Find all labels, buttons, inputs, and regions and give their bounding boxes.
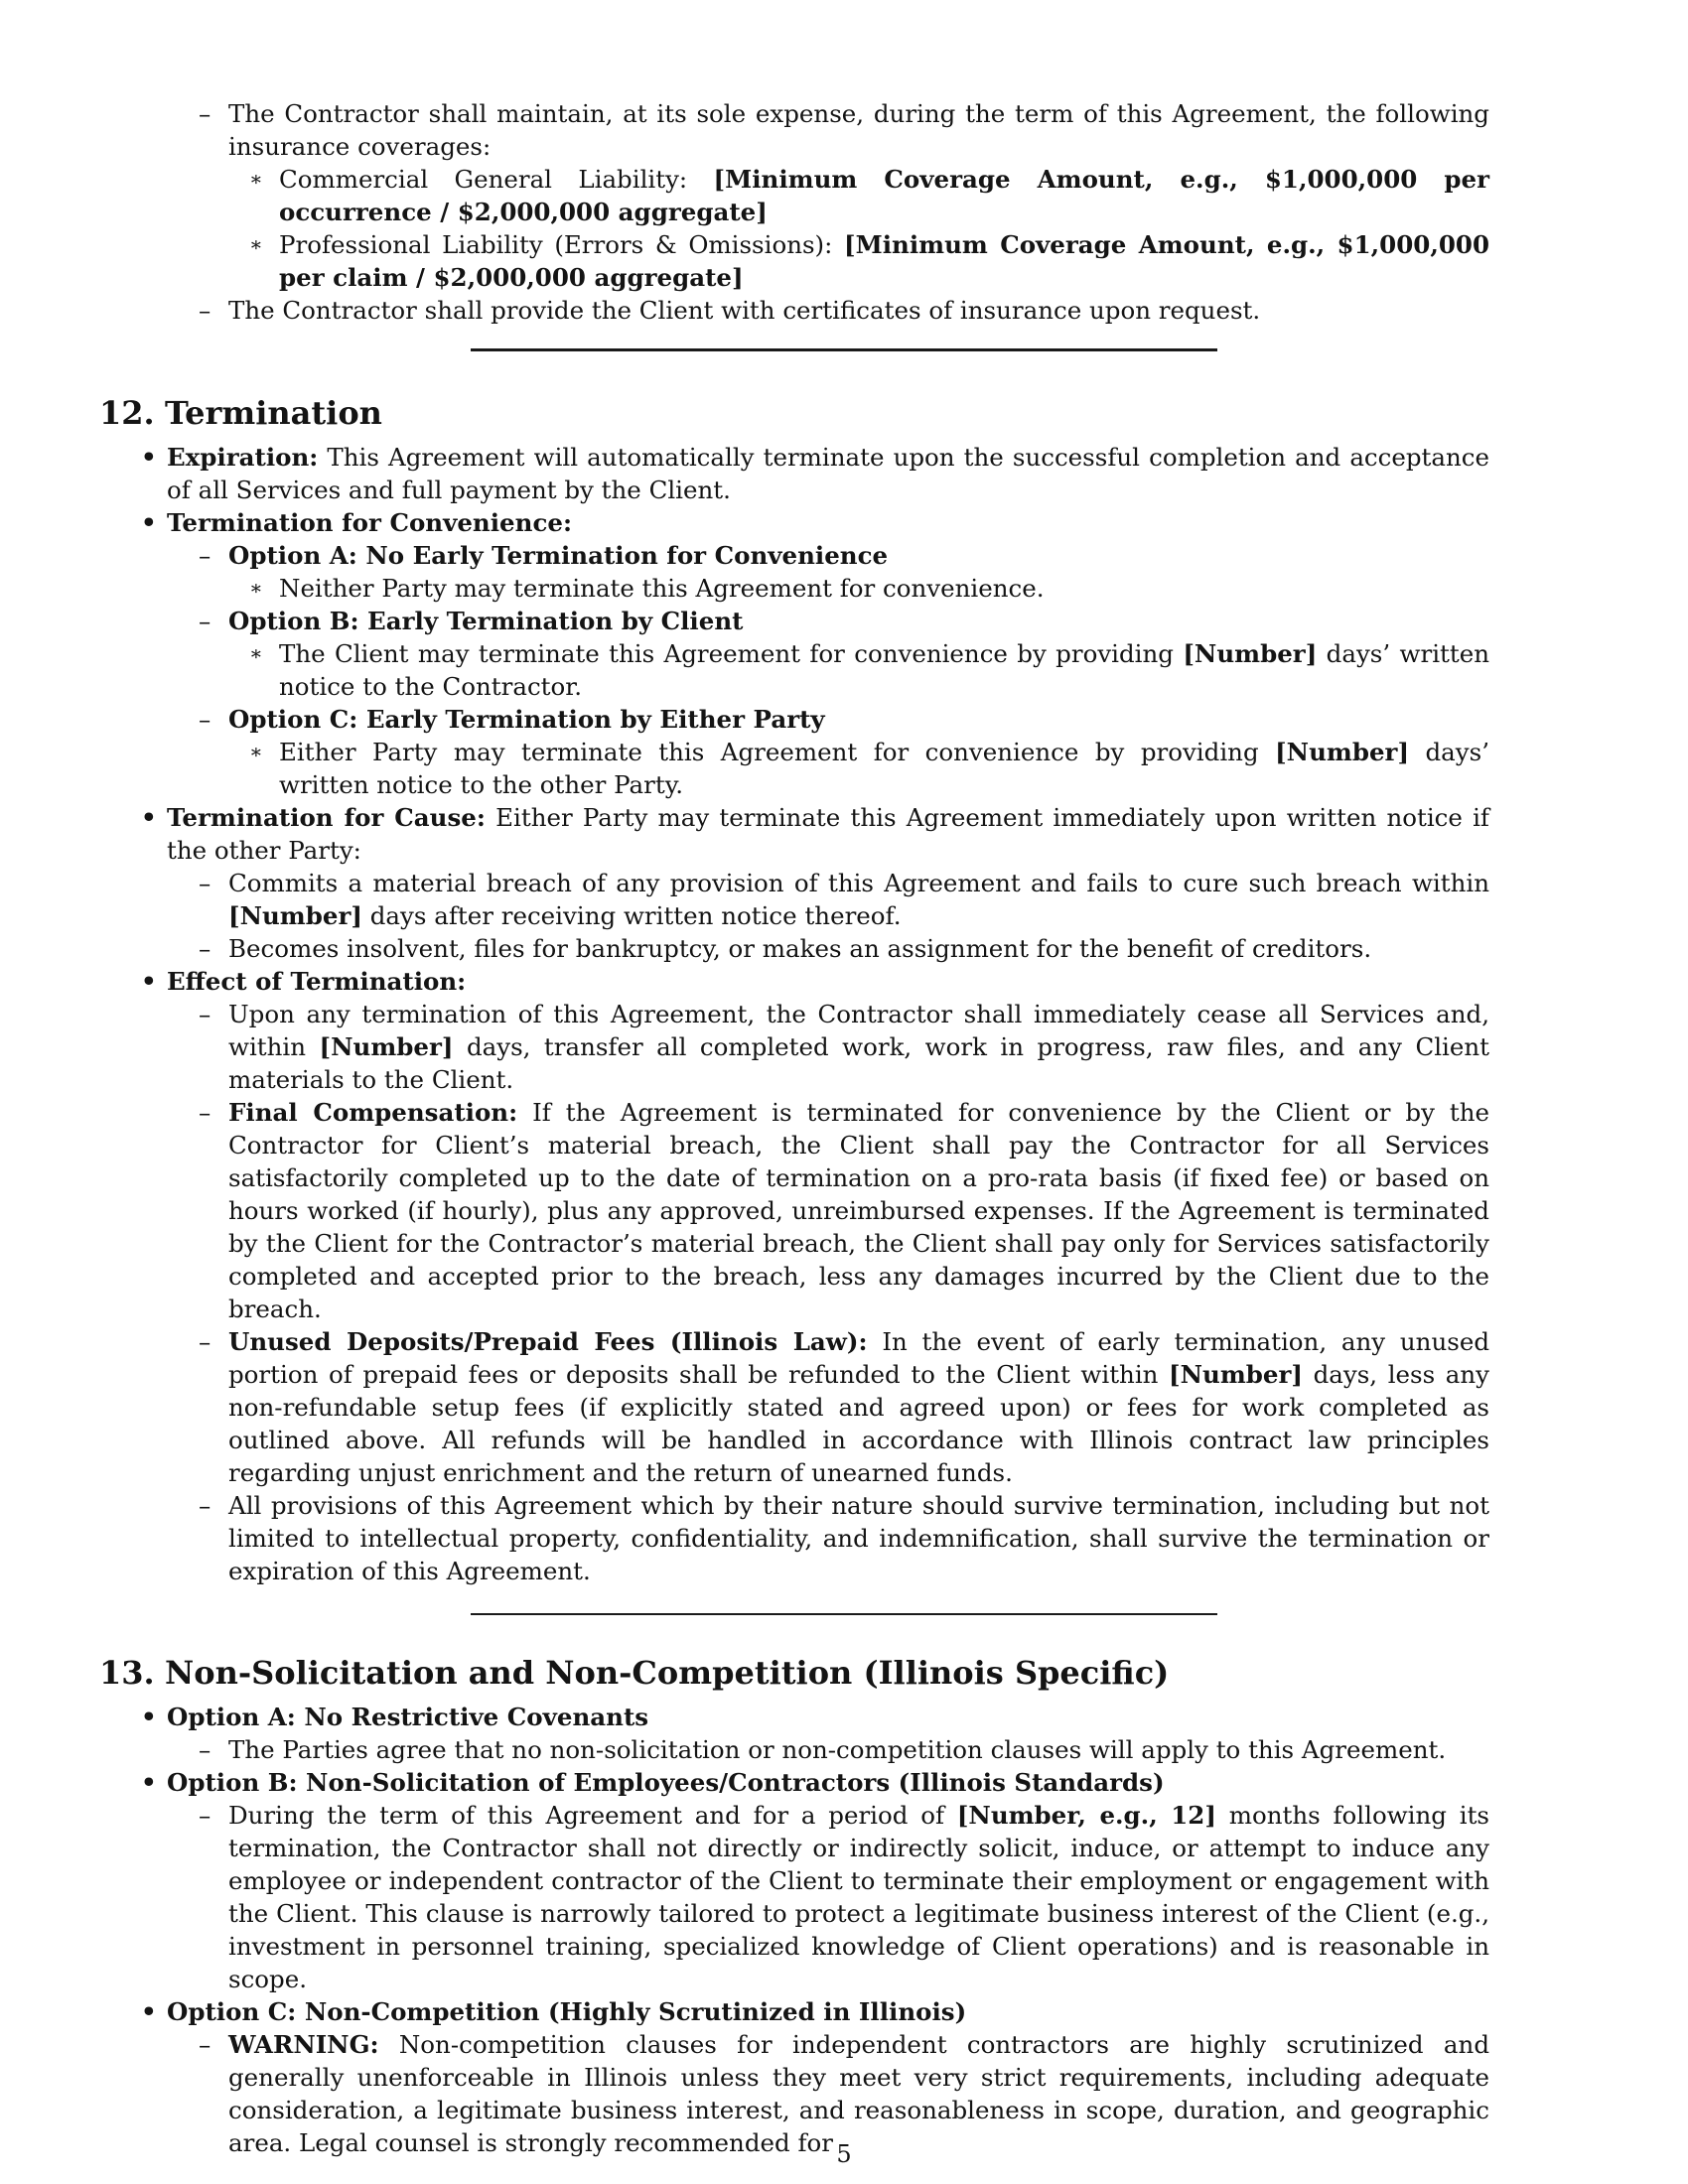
bullet-marker: •	[141, 443, 157, 472]
insurance-maintain-item	[199, 97, 1589, 163]
section-13-heading	[99, 1653, 1589, 1693]
convenience-option-a-text-item	[249, 572, 1589, 605]
dash-marker: –	[199, 869, 211, 897]
noncompete-option-a-text: The Parties agree that no non-solicitation or non-competition clauses will apply to this Agreement.	[228, 1735, 1447, 1764]
page-number: 5	[836, 2140, 852, 2168]
warning-text: Non-competition clauses for independent contractors are highly scrutinized and generally unenforceable in Illinois unless they meet very strict requirements, including adequate consideration, a legitimate business interest, and reasonableness in scope, duration, and geographic area. Legal counsel is strongly recommended for	[228, 2030, 1489, 2157]
bullet-marker: •	[141, 1703, 157, 1731]
survival-text: All provisions of this Agreement which by their nature should survive termination, including but not limited to intellectual property, confidentiality, and indemnification, shall survive the termination or expiration of this Agreement.	[228, 1491, 1489, 1585]
cause-breach-text: Commits a material breach of any provision of this Agreement and fails to cure such breach within	[228, 869, 1489, 897]
placeholder-number: [Number]	[228, 901, 362, 930]
convenience-option-c	[199, 703, 1589, 736]
placeholder-number: [Number]	[1169, 1360, 1303, 1389]
dash-marker: –	[199, 1098, 211, 1127]
dash-marker: –	[199, 1000, 211, 1028]
effect-label: Effect of Termination:	[167, 967, 467, 996]
effect-cease-text: Upon any termination of this Agreement, the Contractor shall immediately cease all Services and, within	[228, 1000, 1489, 1061]
convenience-option-b-text-item	[249, 637, 1589, 703]
cgl-amount: [Minimum Coverage Amount, e.g., $1,000,000 per occurrence / $2,000,000 aggregate]	[279, 165, 1489, 226]
bullet-marker: •	[141, 967, 157, 996]
effect-item	[141, 965, 1589, 998]
dash-marker: –	[199, 1801, 211, 1830]
asterisk-marker: ∗	[249, 232, 263, 256]
unused-deposits-text: In the event of early termination, any unused portion of prepaid fees or deposits shall be refunded to the Client within	[228, 1327, 1489, 1389]
cgl-label: Commercial General Liability:	[279, 165, 714, 194]
convenience-option-a-text: Neither Party may terminate this Agreement for convenience.	[279, 574, 1045, 603]
convenience-option-b-title: Option B: Early Termination by Client	[228, 607, 744, 635]
cause-label: Termination for Cause:	[167, 803, 486, 832]
dash-marker: –	[199, 296, 211, 325]
bullet-marker: •	[141, 1768, 157, 1797]
convenience-item	[141, 506, 1589, 539]
asterisk-marker: ∗	[249, 641, 263, 665]
cause-item	[141, 801, 1589, 867]
asterisk-marker: ∗	[249, 576, 263, 600]
insurance-certificates-text: The Contractor shall provide the Client with certificates of insurance upon request.	[228, 296, 1261, 325]
noncompete-option-a	[141, 1701, 1589, 1733]
cause-text: Either Party may terminate this Agreement immediately upon written notice if the other Party:	[167, 803, 1489, 865]
effect-subitem-unused-deposits	[199, 1325, 1589, 1489]
unused-deposits-text-end: days, less any non-refundable setup fees (if explicitly stated and agreed upon) or fees for work completed as outlined above. All refunds will be handled in accordance with Illinois contract law principles regarding unjust enrichment and the return of unearned funds.	[228, 1360, 1489, 1487]
insurance-maintain-text: The Contractor shall maintain, at its sole expense, during the term of this Agreement, the following insurance coverages:	[228, 99, 1489, 161]
section-13-title: Non-Solicitation and Non-Competition (Illinois Specific)	[165, 1654, 1170, 1692]
cause-subitem-breach	[199, 867, 1589, 932]
section-divider	[471, 348, 1217, 351]
expiration-item	[141, 441, 1589, 506]
dash-marker: –	[199, 934, 211, 963]
convenience-option-a-title: Option A: No Early Termination for Convenience	[228, 541, 889, 570]
noncompete-option-b	[141, 1766, 1589, 1799]
dash-marker: –	[199, 2030, 211, 2059]
bullet-marker: •	[141, 1997, 157, 2026]
warning-label: WARNING:	[228, 2030, 379, 2059]
final-compensation-text: If the Agreement is terminated for convenience by the Client or by the Contractor for Client’s material breach, the Client shall pay the Contractor for all Services satisfactorily completed up to the date of termination on a pro-rata basis (if fixed fee) or based on hours worked (if hourly), plus any approved, unreimbursed expenses. If the Agreement is terminated by the Client for the Contractor’s material breach, the Client shall pay only for Services satisfactorily completed and accepted prior to the breach, less any damages incurred by the Client due to the breach.	[228, 1098, 1489, 1323]
insurance-certificates-item	[199, 294, 1589, 327]
document-content	[99, 97, 1589, 2159]
effect-subitem-final-compensation	[199, 1096, 1589, 1325]
noncompete-option-a-title: Option A: No Restrictive Covenants	[167, 1703, 649, 1731]
section-divider	[471, 1613, 1217, 1615]
noncompete-option-b-title: Option B: Non-Solicitation of Employees/Contractors (Illinois Standards)	[167, 1768, 1165, 1797]
dash-marker: –	[199, 1327, 211, 1356]
section-12-number: 12.	[99, 394, 155, 432]
dash-marker: –	[199, 1735, 211, 1764]
cause-insolvent-text: Becomes insolvent, files for bankruptcy, or makes an assignment for the benefit of creditors.	[228, 934, 1372, 963]
noncompete-option-c-title: Option C: Non-Competition (Highly Scrutinized in Illinois)	[167, 1997, 967, 2026]
bullet-marker: •	[141, 803, 157, 832]
dash-marker: –	[199, 1491, 211, 1520]
document-page	[99, 97, 1589, 2159]
placeholder-number: [Number]	[319, 1032, 454, 1061]
convenience-option-c-title: Option C: Early Termination by Either Party	[228, 705, 825, 734]
noncompete-option-c	[141, 1995, 1589, 2028]
convenience-label: Termination for Convenience:	[167, 508, 573, 537]
convenience-option-b	[199, 605, 1589, 637]
convenience-option-b-text-end: days’ written notice to the Contractor.	[279, 639, 1489, 701]
final-compensation-label: Final Compensation:	[228, 1098, 518, 1127]
placeholder-number: [Number, e.g., 12]	[956, 1801, 1216, 1830]
dash-marker: –	[199, 607, 211, 635]
dash-marker: –	[199, 705, 211, 734]
convenience-option-b-text: The Client may terminate this Agreement for convenience by providing	[279, 639, 1184, 668]
insurance-pl-item	[249, 228, 1589, 294]
placeholder-number: [Number]	[1183, 639, 1318, 668]
dash-marker: –	[199, 541, 211, 570]
section-12-body	[99, 441, 1589, 1587]
cause-subitem-insolvent	[199, 932, 1589, 965]
pl-label: Professional Liability (Errors & Omissions):	[279, 230, 845, 259]
section-12-heading	[99, 393, 1589, 433]
noncompete-option-a-text-item	[199, 1733, 1589, 1766]
section-12-title: Termination	[165, 394, 382, 432]
effect-cease-text-end: days, transfer all completed work, work in progress, raw files, and any Client materials to the Client.	[228, 1032, 1490, 1094]
convenience-option-a	[199, 539, 1589, 572]
convenience-option-c-text-end: days’ written notice to the other Party.	[279, 738, 1489, 799]
expiration-label: Expiration:	[167, 443, 319, 472]
section-13-body	[99, 1701, 1589, 2159]
section-13-number: 13.	[99, 1654, 155, 1692]
unused-deposits-label: Unused Deposits/Prepaid Fees (Illinois Law):	[228, 1327, 868, 1356]
dash-marker: –	[199, 99, 211, 128]
effect-subitem-cease	[199, 998, 1589, 1096]
convenience-option-c-text-item	[249, 736, 1589, 801]
noncompete-option-b-text-end: months following its termination, the Contractor shall not directly or indirectly solicit, induce, or attempt to induce any employee or independent contractor of the Client to terminate their employment or engagement with the Client. This clause is narrowly tailored to protect a legitimate business interest of the Client (e.g., investment in personnel training, specialized knowledge of Client operations) and is reasonable in scope.	[228, 1801, 1489, 1993]
asterisk-marker: ∗	[249, 740, 263, 763]
cause-breach-text-end: days after receiving written notice thereof.	[361, 901, 902, 930]
bullet-marker: •	[141, 508, 157, 537]
noncompete-option-b-text-item	[199, 1799, 1589, 1995]
convenience-option-c-text: Either Party may terminate this Agreement for convenience by providing	[279, 738, 1276, 766]
placeholder-number: [Number]	[1275, 738, 1410, 766]
effect-subitem-survival	[199, 1489, 1589, 1587]
noncompete-option-b-text: During the term of this Agreement and for a period of	[228, 1801, 957, 1830]
expiration-text: This Agreement will automatically terminate upon the successful completion and acceptance of all Services and full payment by the Client.	[167, 443, 1489, 504]
insurance-cgl-item	[249, 163, 1589, 228]
asterisk-marker: ∗	[249, 167, 263, 191]
pl-amount: [Minimum Coverage Amount, e.g., $1,000,000 per claim / $2,000,000 aggregate]	[279, 230, 1489, 292]
